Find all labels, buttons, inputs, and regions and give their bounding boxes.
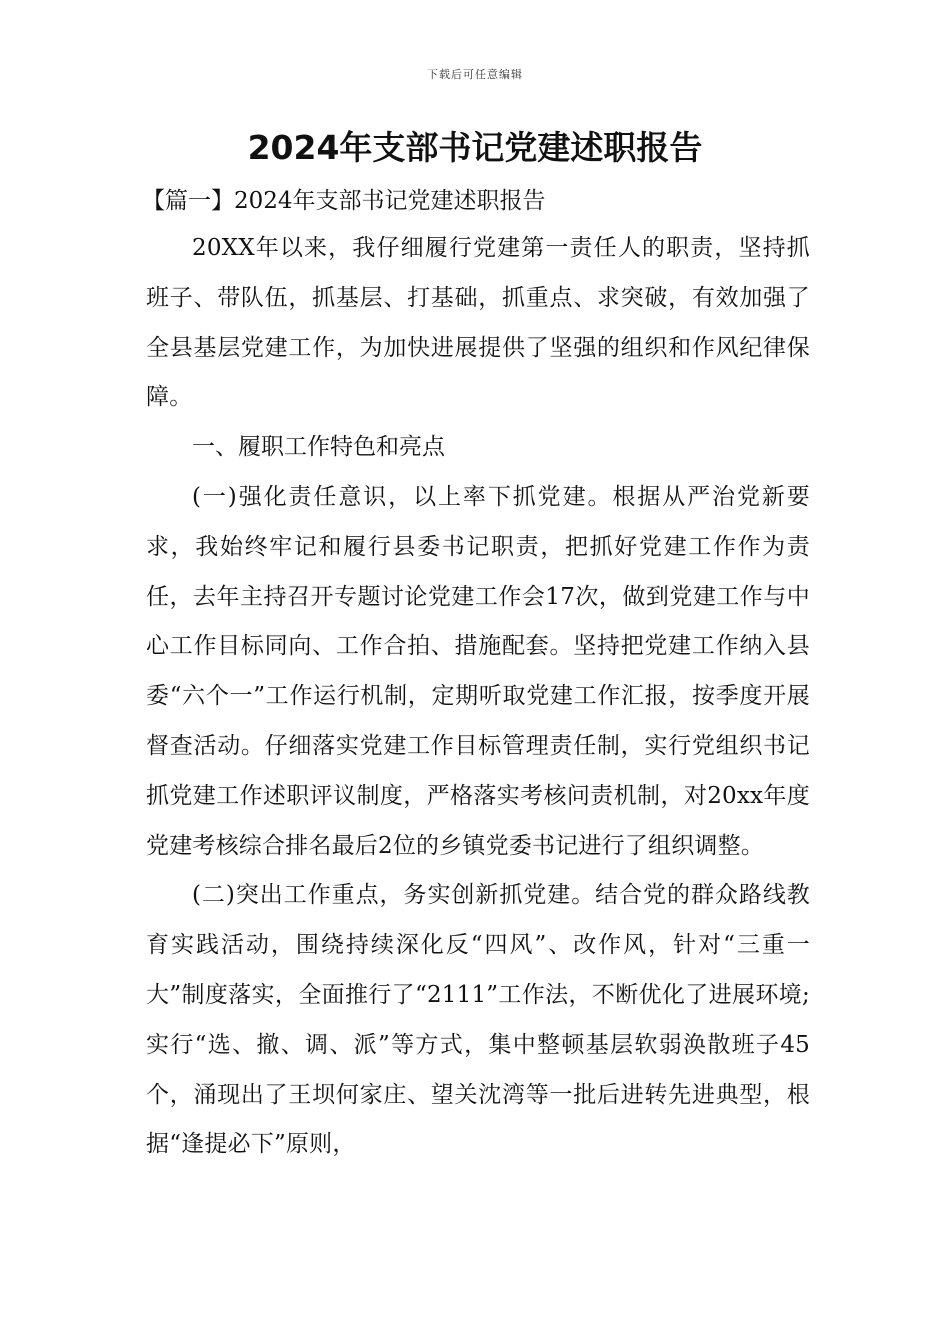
paragraph-intro: 20XX年以来，我仔细履行党建第一责任人的职责，坚持抓班子、带队伍，抓基层、打基础，抓重点、求突破，有效加强了全县基层党建工作，为加快进展提供了坚强的组织和作风纪律保障。	[146, 235, 810, 411]
paragraph-point-one: (一)强化责任意识，以上率下抓党建。根据从严治党新要求，我始终牢记和履行县委书记职责，把抓好党建工作作为责任，去年主持召开专题讨论党建工作会17次，做到党建工作与中心工作目标同向、工作合拍、措施配套。坚持把党建工作纳入县委“六个一”工作运行机制，定期听取党建工作汇报，按季度开展督查活动。仔细落实党建工作目标管理责任制，实行党组织书记抓党建工作述职评议制度，严格落实考核问责机制，对20xx年度党建考核综合排名最后2位的乡镇党委书记进行了组织调整。	[146, 483, 810, 859]
section-heading: 一、履职工作特色和亮点	[192, 434, 445, 461]
header-note: 下载后可任意编辑	[427, 68, 523, 81]
document-body	[142, 178, 810, 1170]
document-title: 2024年支部书记党建述职报告	[247, 128, 703, 167]
paragraph-point-two: (二)突出工作重点，务实创新抓党建。结合党的群众路线教育实践活动，围绕持续深化反“四风”、改作风，针对“三重一大”制度落实，全面推行了“2111”工作法，不断优化了进展环境;实行“选、撤、调、派”等方式，集中整顿基层软弱涣散班子45个，涌现出了王坝何家庄、望关沈湾等一批后进转先进典型，根据“逢提必下”原则，	[146, 882, 810, 1158]
section-subtitle: 【篇一】2024年支部书记党建述职报告	[142, 188, 546, 214]
